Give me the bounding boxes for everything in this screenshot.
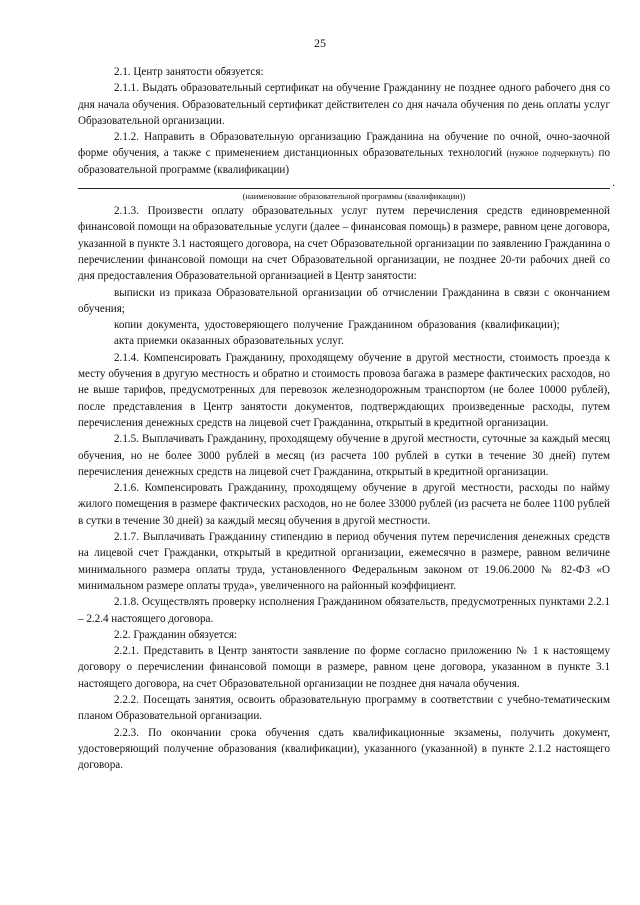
clause-2-2-3: 2.2.3. По окончании срока обучения сдать квалификационные экзамены, получить документ, удостоверяющий получение образования (квалификации), указанного (указанной) в пункте 2.1.2 настоящего договора.	[78, 726, 610, 772]
clause-2-2-heading: 2.2. Гражданин обязуется:	[114, 628, 238, 641]
list-item-copy: копии документа, удостоверяющего получение Гражданином образования (квалификации);	[114, 319, 560, 332]
list-item-act: акта приемки оказанных образовательных услуг.	[114, 335, 344, 348]
clause-2-1-8: 2.1.8. Осуществлять проверку исполнения Гражданином обязательств, предусмотренных пунктами 2.2.1 – 2.2.4 настоящего договора.	[78, 596, 610, 625]
clause-2-1-5: 2.1.5. Выплачивать Гражданину, проходящему обучение в другой местности, суточные за каждый месяц обучения, но не более 3000 рублей в месяц (из расчета 100 рублей в сутки в течение 30 дней) путем перечисления денежных средств на лицевой счет Гражданина, открытый в кредитной организации.	[78, 433, 610, 478]
clause-2-1-2	[78, 129, 610, 178]
clause-2-2-2: 2.2.2. Посещать занятия, освоить образовательную программу в соответствии с учебно-тематическим планом Образовательной организации.	[78, 693, 610, 723]
clause-2-1-3: 2.1.3. Произвести оплату образовательных услуг путем перечисления средств единовременной финансовой помощи на образовательные услуги (далее – финансовая помощь) в размере, равном цене договора, указанной в пункте 3.1 настоящего договора, на счет Образовательной организации по заявлению Гражданина о перечислении финансовой помощи на счет Образовательной организации, не позднее 20-ти рабочих дней со дня предоставления Образовательной организацией в Центр занятости:	[78, 205, 611, 283]
page-number: 25	[314, 36, 326, 50]
list-item-extract: выписки из приказа Образовательной организации об отчислении Гражданина в связи с окончанием обучения;	[78, 286, 610, 315]
document-body	[78, 64, 615, 773]
clause-2-1-heading: 2.1. Центр занятости обязуется:	[114, 66, 264, 78]
clause-2-2-1: 2.2.1. Представить в Центр занятости заявление по форме согласно приложению № 1 к настоящему договору о перечислении финансовой помощи в размере, равном цене договора, указанном в пункте 3.1 настоящего договора, на счет Образовательной организации не позднее дня начала обучения.	[78, 645, 610, 690]
clause-2-1-7: 2.1.7. Выплачивать Гражданину стипендию в период обучения путем перечисления денежных средств на лицевой счет Гражданки, открытый в кредитной организации, ежемесячно в размере, равном величине минимального размера оплаты труда, установленного Федеральным законом от 19.06.2000 № 82-ФЗ «О минимальном размере оплаты труда», увеличенного на районный коэффициент.	[78, 531, 610, 592]
program-name-caption: (наименование образовательной программы (квалификации))	[242, 191, 466, 202]
program-name-blank-line: .	[78, 178, 610, 189]
clause-2-1-1: 2.1.1. Выдать образовательный сертификат на обучение Гражданину не позднее одного рабочего дня со дня начала обучения. Образовательный сертификат действителен со дня начала обучения по день оплаты услуг Образовательной организации.	[78, 82, 610, 127]
clause-2-1-2-text-a: 2.1.2. Направить в Образовательную организацию Гражданина на обучение по очной, очно-заочной форме обучения, а также с применением дистанционных образовательных технологий	[78, 131, 610, 160]
clause-2-1-4: 2.1.4. Компенсировать Гражданину, проходящему обучение в другой местности, стоимость проезда к месту обучения в другую местность и обратно и стоимость провоза багажа в размере фактических расходов, но не выше тарифов, предусмотренных для перевозок железнодорожным транспортом (не более 10000 рублей), после представления в Центр занятости документов, подтверждающих произведенные расходы, путем перечисления денежных средств на лицевой счет Гражданина, открытый в кредитной организации.	[78, 351, 610, 429]
clause-2-1-2-note: (нужное подчеркнуть)	[506, 148, 594, 159]
clause-2-1-2-text-b: по образовательной программе (квалификации)	[78, 147, 610, 176]
clause-2-1-6: 2.1.6. Компенсировать Гражданину, проходящему обучение в другой местности, расходы по найму жилого помещения в размере фактических расходов, но не более 33000 рублей (из расчета не более 1100 рублей в сутки в течение 30 дней) за каждый месяц обучения в другой местности.	[78, 482, 610, 527]
